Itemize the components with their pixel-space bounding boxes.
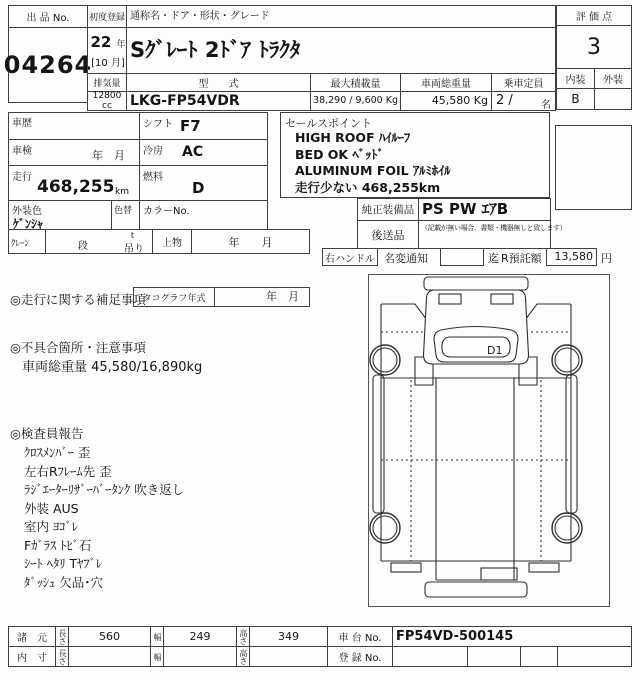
sales-point: ALUMINUM FOIL ｱﾙﾐﾎｲﾙ: [295, 163, 451, 178]
capacity-unit: 名: [541, 100, 551, 111]
inspector-report-title: ◎検査員報告: [10, 426, 84, 441]
first-registration-header: 初度登録: [87, 5, 127, 28]
truck-top-view-drawing: [369, 275, 611, 608]
later-items-label: 後送品: [357, 220, 419, 249]
name-change-box: [440, 248, 484, 266]
sales-point: BED OK ﾍﾞｯﾄﾞ: [295, 146, 384, 162]
capacity-header: 乗車定員: [491, 73, 556, 92]
grade-value: 3: [556, 25, 632, 69]
inspection-value: 年 月: [92, 149, 125, 162]
tachograph-label: タコグラフ年式: [133, 287, 215, 307]
width-value: 249: [163, 626, 237, 647]
crane-dan-label: 段: [78, 241, 88, 252]
mileage-unit: km: [115, 187, 129, 197]
ac-value: AC: [182, 144, 204, 160]
fuel-label: 燃料: [143, 172, 163, 183]
tachograph-value: 年 月: [214, 287, 310, 307]
inspector-report-line: 左右Rﾌﾚｰﾑ先 歪: [24, 463, 112, 479]
registration-cell: [467, 646, 521, 667]
max-payload-value: 38,290 / 9,600 Kg: [310, 91, 401, 111]
made-label: 迄: [488, 252, 499, 265]
recolor-label: 色替: [114, 206, 133, 216]
color-number-cell: カラーNo.: [139, 200, 268, 230]
inner-height-label: 高さ: [236, 646, 250, 667]
inspector-report-line: Fｶﾞﾗｽ ﾄﾋﾞ石: [24, 537, 92, 553]
first-reg-year-unit: 年: [116, 40, 126, 50]
sales-point: HIGH ROOF ﾊｲﾙｰﾌ: [295, 130, 411, 145]
registration-number-label: 登 録 No.: [327, 646, 393, 667]
model-name-value: Sｸﾞﾚｰﾄ 2ﾄﾞｱ ﾄﾗｸﾀ: [126, 27, 556, 74]
gvw-value: 45,580 Kg: [400, 91, 492, 111]
height-label: 高さ: [236, 626, 250, 647]
body-equipment-value: 年 月: [191, 229, 310, 254]
length-value: 560: [68, 626, 151, 647]
inner-height-value: [249, 646, 328, 667]
length-label: 長さ: [55, 626, 69, 647]
lot-number-value: 04264: [8, 27, 88, 103]
sales-points-list: [295, 130, 450, 196]
exterior-color-label: 外装色: [12, 206, 42, 217]
defect-notes-title: ◎不具合箇所・注意事項: [10, 340, 146, 355]
damage-code-d1: D1: [487, 344, 503, 357]
defect-note-line: 車両総重量 45,580/16,890kg: [22, 360, 203, 375]
width-label: 幅: [150, 626, 164, 647]
interior-grade-value: B: [556, 88, 595, 110]
inspector-report-line: ｸﾛｽﾒﾝﾊﾞｰ 歪: [24, 445, 91, 460]
inspector-report-list: [24, 444, 184, 592]
height-value: 349: [249, 626, 328, 647]
oem-equipment-label: 純正装備品: [357, 198, 419, 221]
first-registration-year: [90, 32, 126, 51]
inner-length-label: 長さ: [55, 646, 69, 667]
first-reg-year-number: 22: [90, 33, 112, 51]
gvw-header: 車両総重量: [400, 73, 492, 92]
displacement-header: 排気量: [87, 73, 127, 92]
inspector-report-line: 外装 AUS: [24, 500, 79, 516]
displacement-value: 12800 cc: [87, 91, 127, 111]
dimensions-row-label: 諸 元: [8, 626, 56, 647]
shift-value: F7: [180, 117, 201, 135]
shift-label: シフト: [143, 119, 173, 130]
interior-grade-header: 内装: [556, 68, 595, 89]
inner-width-value: [163, 646, 237, 667]
yen-label: 円: [601, 252, 612, 265]
inspector-report-line: ﾗｼﾞｴｰﾀｰﾘｻﾞｰﾊﾞｰﾀﾝｸ 吹き返し: [24, 482, 185, 497]
inner-length-value: [68, 646, 151, 667]
registration-cell: [557, 646, 632, 667]
inner-dimensions-row-label: 内 寸: [8, 646, 56, 667]
inspector-report-line: ｼｰﾄ ﾍﾀﾘ Tﾔﾌﾞﾚ: [24, 556, 103, 571]
registration-cell: [392, 646, 468, 667]
inspector-report-line: ﾀﾞｯｼｭ 欠品･穴: [24, 574, 103, 590]
fuel-value: D: [192, 179, 205, 197]
exterior-color-value: ｹﾞﾝｼｬ: [13, 217, 44, 231]
exterior-grade-header: 外装: [594, 68, 632, 89]
chassis-number-label: 車 台 No.: [327, 626, 393, 647]
recycle-deposit-value: 13,580: [546, 248, 597, 266]
inspection-label: 車検: [12, 146, 32, 157]
capacity-value: 2 /: [496, 93, 513, 108]
sales-points-title: セールスポイント: [285, 117, 373, 130]
crane-ton-label: t: [130, 231, 134, 240]
vehicle-diagram: [368, 274, 610, 607]
mileage-supplement-title: ◎走行に関する補足事項: [10, 292, 146, 307]
stamp-box: [555, 125, 632, 210]
recycle-deposit-label: R預託額: [501, 252, 542, 265]
right-hand-drive-badge: 右ハンドル: [322, 248, 378, 266]
mileage-label: 走行: [12, 172, 32, 183]
model-code-value: LKG-FP54VDR: [126, 91, 311, 111]
crane-tsuri-label: 吊り: [124, 244, 144, 255]
model-code-header: 型 式: [126, 73, 311, 92]
grade-header: 評 価 点: [556, 5, 632, 26]
mileage-value: 468,255: [37, 177, 115, 197]
sales-point: 走行少ない 468,255km: [295, 179, 441, 195]
model-name-header: 通称名・ドア・形状・グレード: [126, 5, 556, 28]
inspector-report-line: 室内 ﾖｺﾞﾚ: [24, 519, 78, 534]
ac-label: 冷房: [143, 146, 163, 157]
max-payload-header: 最大積載量: [310, 73, 401, 92]
inner-width-label: 幅: [150, 646, 164, 667]
later-items-note: （記載が無い場合、書類・機器無しと致します）: [421, 224, 567, 232]
history-cell: 車歴: [8, 112, 140, 140]
oem-equipment-value: PS PW ｴｱB: [418, 198, 551, 221]
exterior-grade-value: [594, 88, 632, 110]
body-equipment-label: 上物: [152, 229, 192, 254]
name-change-label: 名変通知: [384, 252, 428, 265]
first-registration-month: [10 月]: [91, 58, 125, 69]
lot-number-header: 出 品 No.: [8, 5, 88, 28]
crane-label: ｸﾚｰﾝ: [11, 239, 30, 249]
chassis-number-value: FP54VD-500145: [392, 626, 632, 647]
registration-cell: [520, 646, 558, 667]
